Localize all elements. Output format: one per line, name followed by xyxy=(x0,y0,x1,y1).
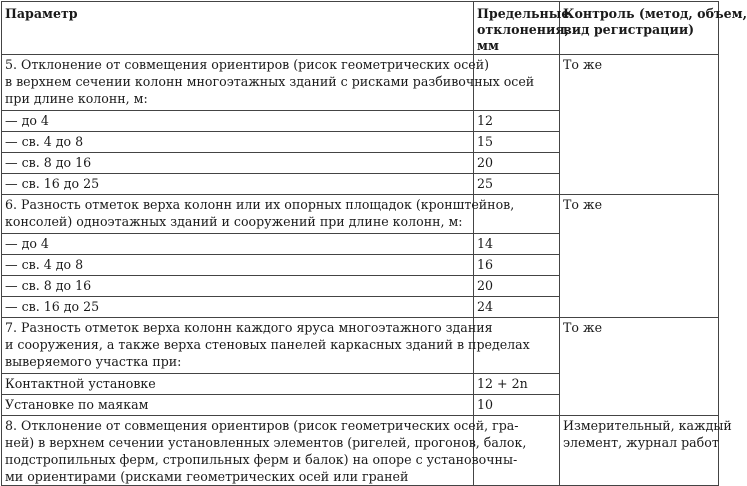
row-label: Контактной установке xyxy=(2,374,474,395)
row-label: — до 4 xyxy=(2,234,474,255)
row-label: — св. 8 до 16 xyxy=(2,276,474,297)
section-7-title xyxy=(2,318,530,374)
section-7-line1: 7. Разность отметок верха колонн каждого яруса многоэтажного здания xyxy=(5,320,493,335)
row-label: Установке по маякам xyxy=(2,395,474,416)
row-value: 20 xyxy=(474,276,560,297)
header-deviation-line3: мм xyxy=(477,38,499,53)
section-8-line2: ней) в верхнем сечении установленных элементов (ригелей, прогонов, балок, xyxy=(5,435,527,450)
header-control-line1: Контроль (метод, объем, xyxy=(563,6,747,21)
header-deviation-line1: Предельные xyxy=(477,6,570,21)
section-7-title-row xyxy=(2,318,719,374)
table-header-row xyxy=(2,2,719,55)
section-7-control: То же xyxy=(560,318,719,416)
section-5-line1: 5. Отклонение от совмещения ориентиров (рисок геометрических осей) xyxy=(5,57,490,72)
row-value: 12 xyxy=(474,111,560,132)
section-6-control: То же xyxy=(560,195,719,318)
header-deviation xyxy=(474,2,570,55)
section-8-title xyxy=(2,416,527,486)
row-label: — св. 4 до 8 xyxy=(2,132,474,153)
section-6-title-row xyxy=(2,195,719,234)
section-5-line2: в верхнем сечении колонн многоэтажных зданий с рисками разбивочных осей xyxy=(5,74,535,89)
header-control-line2: вид регистрации) xyxy=(563,22,695,37)
row-label: — св. 8 до 16 xyxy=(2,153,474,174)
section-8-row xyxy=(2,416,719,486)
section-6-line2: консолей) одноэтажных зданий и сооружений при длине колонн, м: xyxy=(5,214,463,229)
row-value: 20 xyxy=(474,153,560,174)
row-label: — св. 16 до 25 xyxy=(2,297,474,318)
section-7-line3: выверяемого участка при: xyxy=(5,354,182,369)
header-parameter: Параметр xyxy=(2,2,474,55)
row-value: 15 xyxy=(474,132,560,153)
tolerance-table xyxy=(1,1,747,486)
row-value: 12 + 2n xyxy=(474,374,560,395)
section-8-line3: подстропильных ферм, стропильных ферм и балок) на опоре с установочны- xyxy=(5,452,518,467)
row-value: 25 xyxy=(474,174,560,195)
section-5-title-row xyxy=(2,55,719,111)
row-label: — св. 16 до 25 xyxy=(2,174,474,195)
section-6-line1: 6. Разность отметок верха колонн или их опорных площадок (кронштейнов, xyxy=(5,197,515,212)
section-8-line1: 8. Отклонение от совмещения ориентиров (рисок геометрических осей, гра- xyxy=(5,418,519,433)
section-6-title xyxy=(2,195,515,234)
row-label: — до 4 xyxy=(2,111,474,132)
section-7-line2: и сооружения, а также верха стеновых панелей каркасных зданий в пределах xyxy=(5,337,530,352)
header-control xyxy=(560,2,747,55)
row-value: 24 xyxy=(474,297,560,318)
section-8-line4: ми ориентирами (рисками геометрических осей или граней xyxy=(5,469,409,484)
section-5-title xyxy=(2,55,535,111)
section-8-control-line2: элемент, журнал работ xyxy=(563,435,719,450)
section-5-control: То же xyxy=(560,55,719,195)
section-5-line3: при длине колонн, м: xyxy=(5,91,148,106)
section-8-control-line1: Измерительный, каждый xyxy=(563,418,732,433)
row-value: 14 xyxy=(474,234,560,255)
section-8-control xyxy=(560,416,732,486)
header-deviation-line2: отклонения, xyxy=(477,22,570,37)
row-value: 10 xyxy=(474,395,560,416)
row-label: — св. 4 до 8 xyxy=(2,255,474,276)
row-value: 16 xyxy=(474,255,560,276)
